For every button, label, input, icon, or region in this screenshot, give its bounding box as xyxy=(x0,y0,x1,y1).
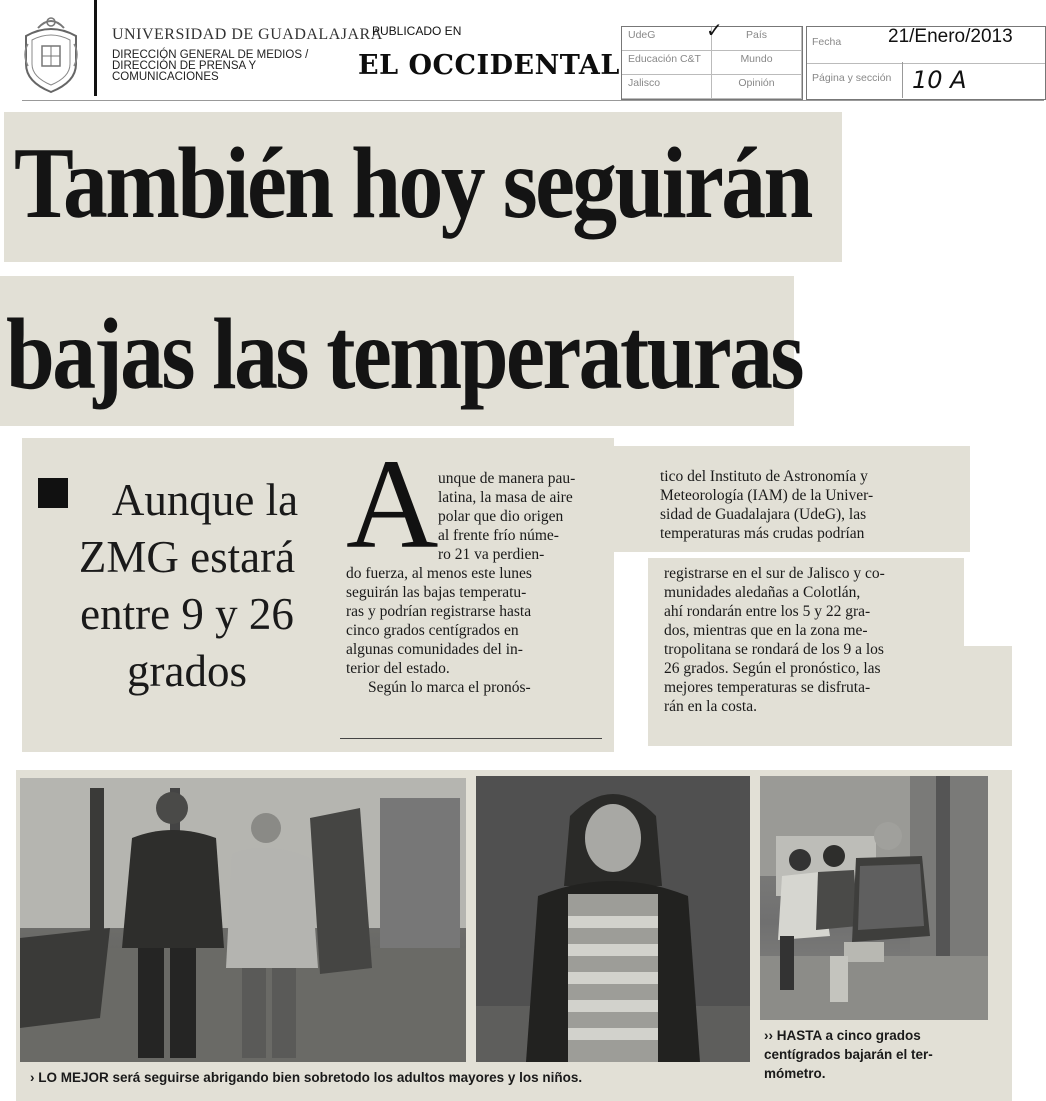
header-rule xyxy=(22,100,1044,101)
photo-child-hoodie xyxy=(476,776,750,1062)
photo-adults-walking xyxy=(20,778,466,1062)
text-line: tropolitana se rondará de los 9 a los xyxy=(664,641,884,658)
text-line: ahí rondarán entre los 5 y 22 gra- xyxy=(664,603,871,620)
category-cell: Educación C&T xyxy=(622,51,712,75)
date-label: Fecha xyxy=(812,36,842,48)
text-line: ras y podrían registrarse hasta xyxy=(346,603,532,620)
caption-line: mómetro. xyxy=(764,1066,826,1081)
photo-caption-3 xyxy=(764,1026,990,1083)
text-line: registrarse en el sur de Jalisco y co- xyxy=(664,565,885,582)
text-line: sidad de Guadalajara (UdeG), las xyxy=(660,506,867,523)
category-cell: Opinión xyxy=(712,75,802,99)
direction-line: COMUNICACIONES xyxy=(112,71,219,83)
university-seal-logo xyxy=(20,14,82,94)
university-name: UNIVERSIDAD DE GUADALAJARA xyxy=(112,26,383,43)
text-line: dos, mientras que en la zona me- xyxy=(664,622,868,639)
publication-date: 21/Enero/2013 xyxy=(888,26,1013,47)
headline-line-1: También hoy seguirán xyxy=(14,127,811,240)
text-line: algunas comunidades del in- xyxy=(346,641,523,658)
text-line: seguirán las bajas temperatu- xyxy=(346,584,527,601)
headline-line-2: bajas las temperaturas xyxy=(6,298,802,411)
page-section: 10 A xyxy=(912,66,967,94)
category-cell: Jalisco xyxy=(622,75,712,99)
text-line: rán en la costa. xyxy=(664,698,757,715)
newspaper-name: EL OCCIDENTAL xyxy=(358,50,620,81)
text-line: ro 21 va perdien- xyxy=(438,546,545,563)
text-line: al frente frío núme- xyxy=(438,527,559,544)
text-line: Meteorología (IAM) de la Univer- xyxy=(660,487,874,504)
subheadline xyxy=(42,472,332,700)
direction-line: DIRECCIÓN GENERAL DE MEDIOS / xyxy=(112,49,309,61)
text-line: terior del estado. xyxy=(346,660,450,677)
category-cell: Mundo xyxy=(712,51,802,75)
text-line: 26 grados. Según el pronóstico, las xyxy=(664,660,881,677)
subheadline-text: Aunque la ZMG estará entre 9 y 26 grados xyxy=(78,475,299,696)
date-box-separator xyxy=(902,62,903,98)
article-column-3 xyxy=(664,564,960,716)
text-line: munidades aledañas a Colotlán, xyxy=(664,584,861,601)
text-line: temperaturas más crudas podrían xyxy=(660,525,865,542)
text-line: cinco grados centígrados en xyxy=(346,622,519,639)
page-label: Página y sección xyxy=(812,72,892,84)
header-divider xyxy=(94,0,97,96)
article-column-1 xyxy=(346,469,608,697)
article-bottom-rule xyxy=(340,738,602,739)
article-column-2 xyxy=(660,467,960,543)
text-line: unque de manera pau- xyxy=(438,470,576,487)
text-line: do fuerza, al menos este lunes xyxy=(346,565,532,582)
text-line: Según lo marca el pronós- xyxy=(368,679,531,696)
direction-line: DIRECCIÓN DE PRENSA Y xyxy=(112,60,257,72)
check-mark-icon: ✓ xyxy=(706,18,723,42)
text-line: tico del Instituto de Astronomía y xyxy=(660,468,868,485)
published-in-label: PUBLICADO EN xyxy=(372,24,462,38)
category-cell: UdeG xyxy=(622,27,712,51)
direction-block xyxy=(112,50,308,83)
photo-men-sitting xyxy=(760,776,988,1020)
drop-cap: A xyxy=(346,433,439,575)
text-line: mejores temperaturas se disfruta- xyxy=(664,679,871,696)
text-line: polar que dio origen xyxy=(438,508,564,525)
category-cell: País xyxy=(712,27,802,51)
caption-line: ›› HASTA a cinco grados xyxy=(764,1028,921,1043)
text-line: latina, la masa de aire xyxy=(438,489,573,506)
photo-caption-1: › LO MEJOR será seguirse abrigando bien sobretodo los adultos mayores y los niños. xyxy=(30,1070,583,1085)
caption-line: centígrados bajarán el ter- xyxy=(764,1047,933,1062)
